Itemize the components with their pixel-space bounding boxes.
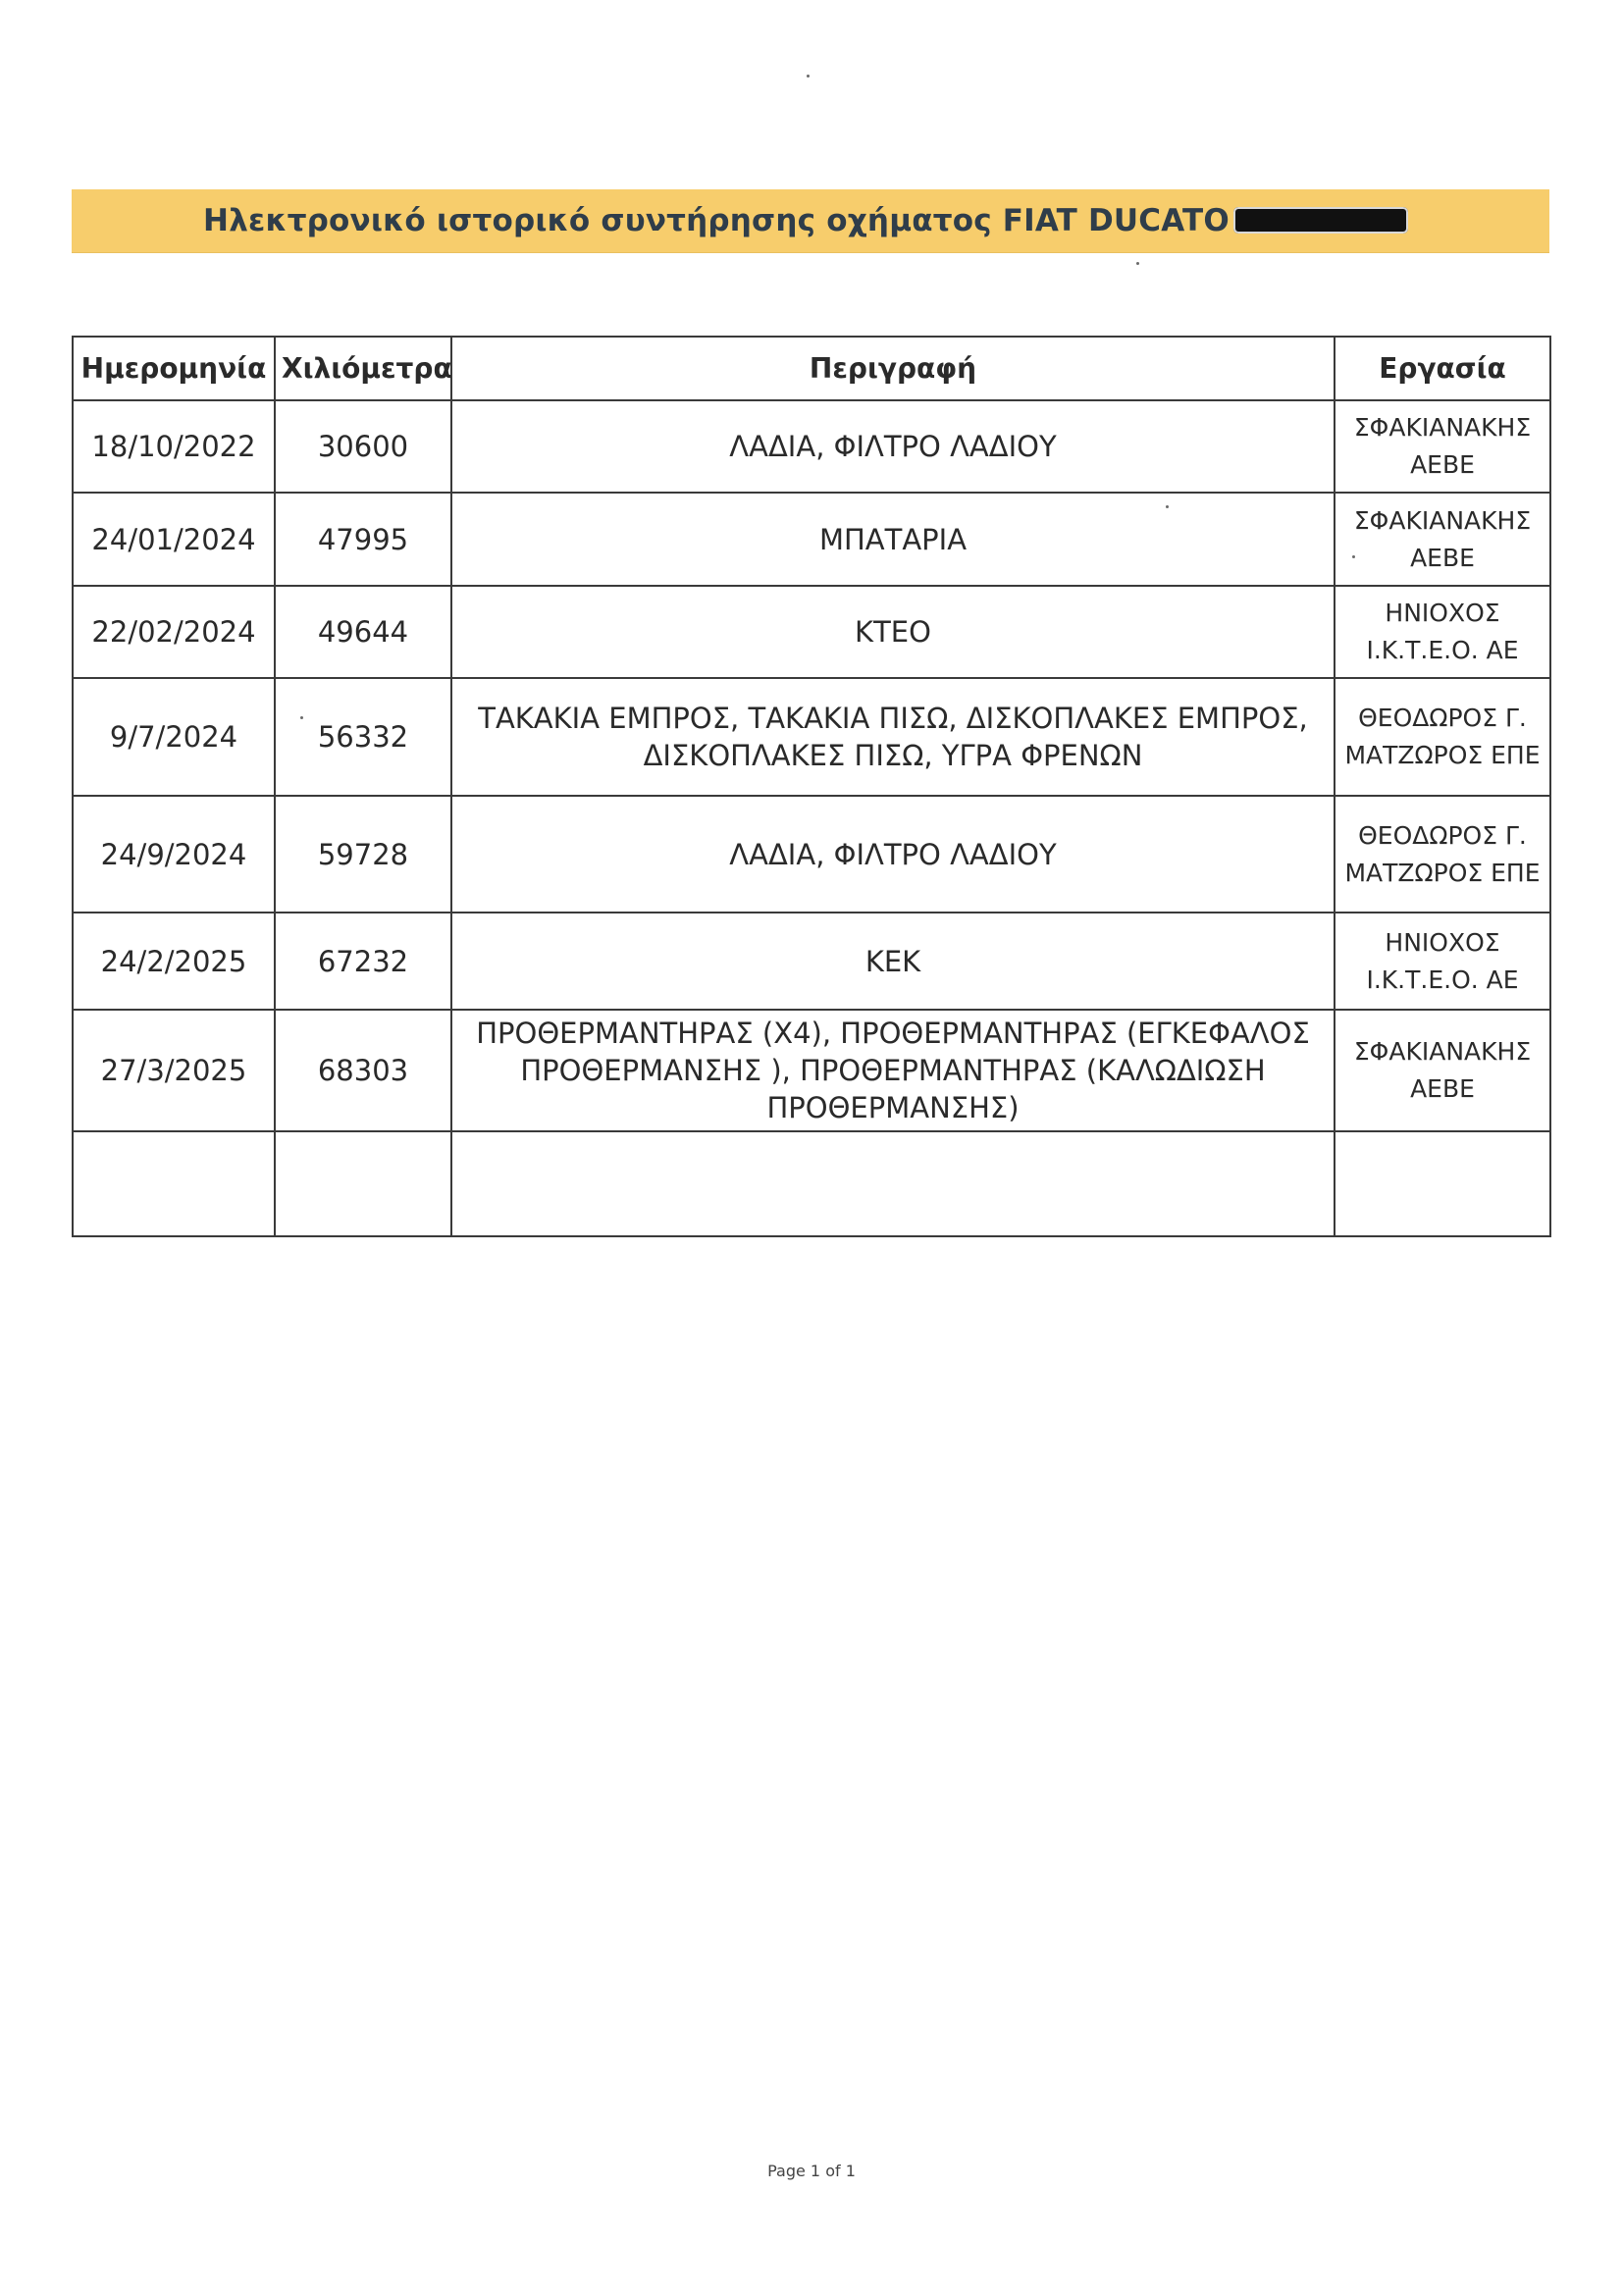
table-row bbox=[73, 796, 1550, 913]
description-line: ΜΠΑΤΑΡΙΑ bbox=[818, 522, 968, 556]
header-description: Περιγραφή bbox=[451, 337, 1335, 400]
work-line: ΣΦΑΚΙΑΝΑΚΗΣ bbox=[1353, 505, 1532, 535]
table-header-row bbox=[73, 337, 1550, 400]
header-work: Εργασία bbox=[1335, 337, 1550, 400]
cell-description bbox=[451, 400, 1335, 493]
cell-km: 47995 bbox=[275, 493, 451, 586]
page-footer: Page 1 of 1 bbox=[767, 2162, 856, 2180]
document-title: Ηλεκτρονικό ιστορικό συντήρησης οχήματος FIAT DUCATO bbox=[203, 203, 1230, 238]
work-line: ΑΕΒΕ bbox=[1410, 450, 1475, 479]
cell-work bbox=[1335, 493, 1550, 586]
document-title-wrap bbox=[72, 189, 1549, 252]
scan-speck bbox=[1352, 555, 1355, 558]
table-row bbox=[73, 1010, 1550, 1131]
work-line: ΗΝΙΟΧΟΣ bbox=[1385, 927, 1500, 957]
description-line: ΚΤΕΟ bbox=[855, 615, 931, 649]
cell-km: 56332 bbox=[275, 678, 451, 796]
cell-work bbox=[1335, 678, 1550, 796]
work-line: ΜΑΤΖΩΡΟΣ ΕΠΕ bbox=[1344, 858, 1541, 887]
description-line: ΛΑΔΙΑ, ΦΙΛΤΡΟ ΛΑΔΙΟΥ bbox=[729, 430, 1057, 463]
cell-date: 24/01/2024 bbox=[73, 493, 275, 586]
table-row bbox=[73, 913, 1550, 1010]
scan-speck bbox=[807, 75, 810, 78]
cell-work bbox=[1335, 796, 1550, 913]
cell-work bbox=[1335, 1010, 1550, 1131]
work-line: ΣΦΑΚΙΑΝΑΚΗΣ bbox=[1353, 1037, 1532, 1066]
cell-km: 68303 bbox=[275, 1010, 451, 1131]
table-row bbox=[73, 400, 1550, 493]
cell-km: 30600 bbox=[275, 400, 451, 493]
cell-work bbox=[1335, 400, 1550, 493]
description-line: ΠΡΟΘΕΡΜΑΝΤΗΡΑΣ (Χ4), ΠΡΟΘΕΡΜΑΝΤΗΡΑΣ (ΕΓΚΕΦΑΛΟΣ bbox=[476, 1017, 1310, 1050]
cell-work bbox=[1335, 913, 1550, 1010]
redacted-plate-block bbox=[1233, 207, 1408, 234]
work-line: ΣΦΑΚΙΑΝΑΚΗΣ bbox=[1353, 413, 1532, 442]
cell-date bbox=[73, 1131, 275, 1236]
cell-description bbox=[451, 678, 1335, 796]
table-row bbox=[73, 1131, 1550, 1236]
cell-work bbox=[1335, 586, 1550, 678]
work-line: ΜΑΤΖΩΡΟΣ ΕΠΕ bbox=[1344, 741, 1541, 769]
cell-date: 18/10/2022 bbox=[73, 400, 275, 493]
cell-date: 24/9/2024 bbox=[73, 796, 275, 913]
maintenance-history-table bbox=[72, 336, 1551, 1237]
description-line: ΠΡΟΘΕΡΜΑΝΣΗΣ) bbox=[766, 1091, 1020, 1124]
cell-description bbox=[451, 1010, 1335, 1131]
cell-description bbox=[451, 586, 1335, 678]
scan-speck bbox=[1136, 262, 1139, 265]
cell-date: 22/02/2024 bbox=[73, 586, 275, 678]
work-line: Ι.Κ.Τ.Ε.Ο. ΑΕ bbox=[1366, 636, 1519, 664]
work-line: ΗΝΙΟΧΟΣ bbox=[1385, 599, 1500, 627]
scan-speck bbox=[300, 716, 303, 719]
cell-date: 24/2/2025 bbox=[73, 913, 275, 1010]
table-row bbox=[73, 586, 1550, 678]
cell-work bbox=[1335, 1131, 1550, 1236]
work-line: ΑΕΒΕ bbox=[1410, 1074, 1475, 1103]
cell-km: 59728 bbox=[275, 796, 451, 913]
cell-description bbox=[451, 796, 1335, 913]
header-date: Ημερομηνία bbox=[73, 337, 275, 400]
work-line: ΘΕΟΔΩΡΟΣ Γ. bbox=[1358, 820, 1527, 850]
work-line: ΘΕΟΔΩΡΟΣ Γ. bbox=[1358, 704, 1527, 732]
cell-description bbox=[451, 1131, 1335, 1236]
header-km: Χιλιόμετρα bbox=[275, 337, 451, 400]
description-line: ΠΡΟΘΕΡΜΑΝΣΗΣ ), ΠΡΟΘΕΡΜΑΝΤΗΡΑΣ (ΚΑΛΩΔΙΩΣΗ bbox=[520, 1054, 1266, 1087]
table-row bbox=[73, 678, 1550, 796]
description-line: ΤΑΚΑΚΙΑ ΕΜΠΡΟΣ, ΤΑΚΑΚΙΑ ΠΙΣΩ, ΔΙΣΚΟΠΛΑΚΕΣ ΕΜΠΡΟΣ, bbox=[478, 702, 1308, 735]
cell-description bbox=[451, 493, 1335, 586]
scan-speck bbox=[1166, 505, 1169, 508]
table-row bbox=[73, 493, 1550, 586]
cell-date: 9/7/2024 bbox=[73, 678, 275, 796]
description-line: ΔΙΣΚΟΠΛΑΚΕΣ ΠΙΣΩ, ΥΓΡΑ ΦΡΕΝΩΝ bbox=[643, 739, 1143, 772]
description-line: ΚΕΚ bbox=[864, 944, 921, 978]
cell-description bbox=[451, 913, 1335, 1010]
cell-km bbox=[275, 1131, 451, 1236]
cell-km: 49644 bbox=[275, 586, 451, 678]
description-line: ΛΑΔΙΑ, ΦΙΛΤΡΟ ΛΑΔΙΟΥ bbox=[729, 837, 1057, 871]
title-banner bbox=[72, 189, 1549, 252]
cell-km: 67232 bbox=[275, 913, 451, 1010]
work-line: Ι.Κ.Τ.Ε.Ο. ΑΕ bbox=[1366, 965, 1519, 994]
cell-date: 27/3/2025 bbox=[73, 1010, 275, 1131]
work-line: ΑΕΒΕ bbox=[1410, 543, 1475, 572]
